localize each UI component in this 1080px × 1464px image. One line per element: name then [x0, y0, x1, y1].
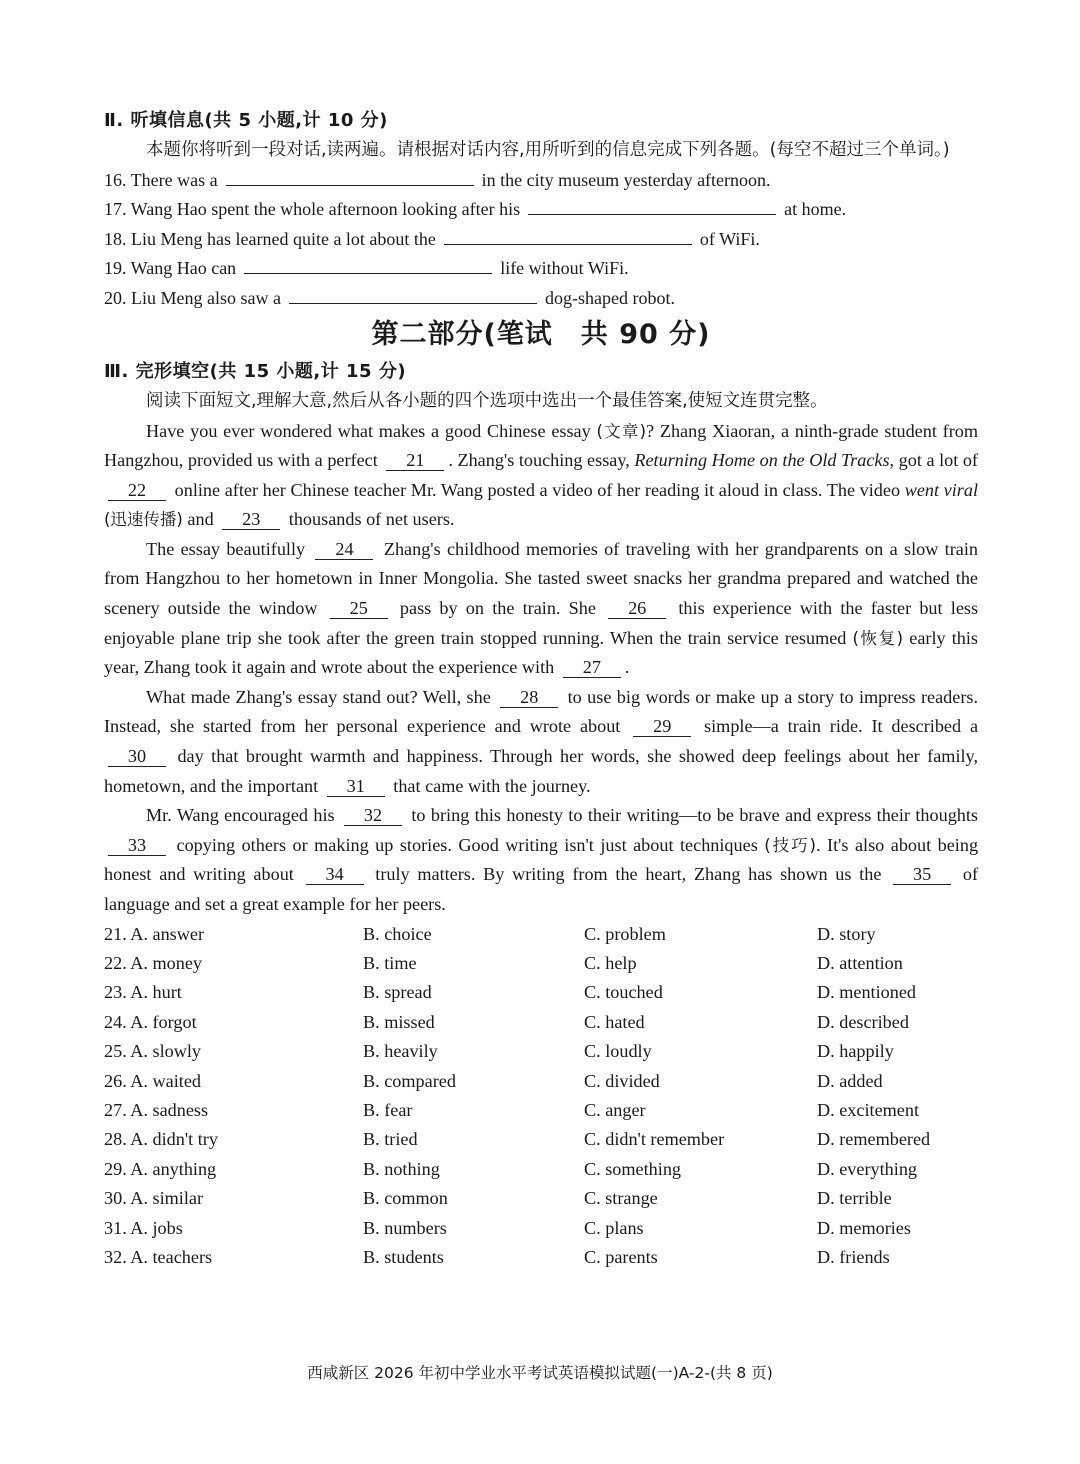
- option-c[interactable]: C. plans: [584, 1217, 644, 1238]
- text: and: [187, 509, 214, 530]
- option-d[interactable]: D. happily: [817, 1041, 894, 1062]
- cloze-blank-25[interactable]: 25: [330, 598, 388, 619]
- text: , got a lot of: [889, 450, 978, 471]
- answer-blank-17[interactable]: [528, 196, 776, 215]
- option-a[interactable]: 24. A. forgot: [104, 1011, 197, 1032]
- option-row-23: [104, 978, 978, 1007]
- cloze-blank-29[interactable]: 29: [633, 716, 691, 737]
- text: copying others or making up stories. Good writing isn't just about techniques: [176, 834, 758, 855]
- cloze-blank-35[interactable]: 35: [893, 864, 951, 885]
- option-a[interactable]: 32. A. teachers: [104, 1246, 213, 1267]
- text: to bring this honesty to their writing—to be brave and express their thoughts: [411, 805, 979, 826]
- text: pass by on the train. She: [399, 598, 596, 619]
- answer-options: [104, 920, 978, 1273]
- option-b[interactable]: B. common: [363, 1188, 448, 1209]
- item-text-before: 20. Liu Meng also saw a: [104, 287, 281, 308]
- option-d[interactable]: D. described: [817, 1011, 909, 1032]
- option-c[interactable]: C. help: [584, 952, 637, 973]
- answer-blank-18[interactable]: [444, 226, 692, 245]
- option-a[interactable]: 28. A. didn't try: [104, 1129, 218, 1150]
- cloze-blank-33[interactable]: 33: [108, 835, 166, 856]
- option-a[interactable]: 31. A. jobs: [104, 1217, 183, 1238]
- item-text-after: life without WiFi.: [500, 258, 629, 278]
- option-b[interactable]: B. choice: [363, 923, 432, 944]
- option-d[interactable]: D. excitement: [817, 1099, 920, 1120]
- chinese-gloss: (迅速传播): [104, 510, 183, 530]
- option-c[interactable]: C. didn't remember: [584, 1129, 725, 1150]
- option-b[interactable]: B. nothing: [363, 1158, 440, 1179]
- text: What made Zhang's essay stand out? Well, she: [146, 686, 491, 707]
- item-text-after: of WiFi.: [699, 228, 760, 249]
- cloze-blank-23[interactable]: 23: [222, 509, 280, 530]
- listening-items: [104, 166, 978, 314]
- listening-item-16: [104, 166, 978, 196]
- passage-paragraph-4: [104, 801, 978, 919]
- option-b[interactable]: B. students: [363, 1246, 444, 1267]
- item-text-before: 16. There was a: [104, 169, 218, 190]
- listening-item-18: [104, 225, 978, 255]
- text: truly matters. By writing from the heart, Zhang has shown us the: [375, 864, 882, 885]
- text: thousands of net users.: [288, 509, 455, 530]
- text: .: [624, 657, 630, 678]
- text: Mr. Wang encouraged his: [146, 805, 335, 826]
- text: . Zhang's touching essay,: [448, 450, 630, 471]
- option-row-27: [104, 1096, 978, 1125]
- text: online after her Chinese teacher Mr. Wang posted a video of her reading it aloud in class. The video: [174, 479, 901, 500]
- cloze-blank-24[interactable]: 24: [315, 539, 373, 560]
- passage-paragraph-3: [104, 683, 978, 801]
- option-row-30: [104, 1184, 978, 1213]
- item-text-after: at home.: [784, 199, 847, 219]
- option-a[interactable]: 27. A. sadness: [104, 1099, 209, 1120]
- text: early this year, Zhang took it again and wrote about the experience with: [104, 627, 978, 678]
- option-c[interactable]: C. strange: [584, 1188, 658, 1209]
- text: that came with the journey.: [393, 775, 591, 796]
- option-c[interactable]: C. loudly: [584, 1041, 652, 1062]
- option-d[interactable]: D. terrible: [817, 1188, 892, 1209]
- item-text-before: 18. Liu Meng has learned quite a lot about the: [104, 228, 436, 249]
- cloze-blank-26[interactable]: 26: [608, 598, 666, 619]
- option-b[interactable]: B. fear: [363, 1099, 413, 1120]
- passage-paragraph-2: [104, 535, 978, 683]
- option-d[interactable]: D. remembered: [817, 1129, 931, 1150]
- option-a[interactable]: 29. A. anything: [104, 1158, 217, 1179]
- text: The essay beautifully: [146, 538, 306, 559]
- italic-phrase: went viral: [904, 479, 979, 500]
- text: ? Zhang Xiaoran, a ninth-grade student from Hangzhou, provided us with a perfect: [104, 420, 979, 471]
- section-3-heading: Ⅲ. 完形填空(共 15 小题,计 15 分): [104, 361, 407, 382]
- option-a[interactable]: 25. A. slowly: [104, 1041, 202, 1062]
- option-c[interactable]: C. parents: [584, 1246, 658, 1267]
- option-row-32: [104, 1243, 978, 1272]
- option-a[interactable]: 21. A. answer: [104, 923, 205, 944]
- option-row-29: [104, 1155, 978, 1184]
- option-row-26: [104, 1067, 978, 1096]
- option-b[interactable]: B. missed: [363, 1011, 435, 1032]
- option-row-21: [104, 920, 978, 949]
- listening-item-20: [104, 284, 978, 314]
- option-b[interactable]: B. tried: [363, 1129, 418, 1150]
- cloze-blank-27[interactable]: 27: [563, 657, 621, 678]
- text: of language and set a great example for her peers.: [104, 864, 978, 914]
- option-row-22: [104, 949, 978, 978]
- cloze-blank-32[interactable]: 32: [344, 805, 402, 826]
- cloze-passage: [104, 417, 978, 920]
- chinese-gloss: (恢复): [852, 628, 904, 648]
- item-text-after: dog-shaped robot.: [544, 287, 675, 308]
- cloze-blank-21[interactable]: 21: [386, 450, 444, 471]
- passage-paragraph-1: [104, 417, 978, 535]
- item-text-after: in the city museum yesterday afternoon.: [481, 169, 771, 190]
- text: simple—a train ride. It described a: [704, 716, 979, 737]
- text: to use big words or make up a story to impress readers. Instead, she started from her personal experience and wrote about: [104, 686, 979, 737]
- text: . It's also about being honest and writing about: [104, 834, 979, 885]
- option-row-25: [104, 1037, 978, 1066]
- option-row-24: [104, 1008, 978, 1037]
- text: day that brought warmth and happiness. Through her words, she showed deep feelings about her family, hometown, and the important: [104, 746, 979, 796]
- option-d[interactable]: D. memories: [817, 1217, 911, 1238]
- option-c[interactable]: C. problem: [584, 923, 666, 944]
- option-b[interactable]: B. compared: [363, 1070, 456, 1091]
- item-text-before: 19. Wang Hao can: [104, 258, 237, 278]
- option-a[interactable]: 30. A. similar: [104, 1188, 204, 1209]
- part-2-title: 第二部分(笔试 共 90 分): [371, 319, 711, 350]
- option-d[interactable]: D. story: [817, 923, 876, 944]
- option-d[interactable]: D. mentioned: [817, 982, 917, 1003]
- cloze-blank-34[interactable]: 34: [306, 864, 364, 885]
- section-2-heading: Ⅱ. 听填信息(共 5 小题,计 10 分): [104, 110, 388, 131]
- text: Have you ever wondered what makes a good Chinese essay: [146, 420, 591, 441]
- option-a[interactable]: 26. A. waited: [104, 1070, 201, 1091]
- option-c[interactable]: C. hated: [584, 1011, 645, 1032]
- option-row-28: [104, 1125, 978, 1154]
- option-b[interactable]: B. numbers: [363, 1217, 447, 1238]
- answer-blank-20[interactable]: [289, 285, 537, 304]
- cloze-blank-28[interactable]: 28: [500, 687, 558, 708]
- option-a[interactable]: 22. A. money: [104, 952, 203, 973]
- section-3-instruction: 阅读下面短文,理解大意,然后从各小题的四个选项中选出一个最佳答案,使短文连贯完整。: [146, 391, 828, 411]
- option-b[interactable]: B. spread: [363, 982, 432, 1003]
- cloze-blank-22[interactable]: 22: [108, 480, 166, 501]
- answer-blank-19[interactable]: [244, 255, 492, 274]
- item-text-before: 17. Wang Hao spent the whole afternoon looking after his: [104, 199, 521, 219]
- option-row-31: [104, 1214, 978, 1243]
- exam-page: [104, 106, 978, 1272]
- option-c[interactable]: C. something: [584, 1158, 682, 1179]
- option-b[interactable]: B. heavily: [363, 1041, 438, 1062]
- option-b[interactable]: B. time: [363, 952, 417, 973]
- cloze-blank-31[interactable]: 31: [327, 776, 385, 797]
- text: this experience with the faster but less enjoyable plane trip she took after the green train stopped running. When the train service resumed: [104, 598, 979, 648]
- option-d[interactable]: D. everything: [817, 1158, 918, 1179]
- essay-title: Returning Home on the Old Tracks: [634, 450, 890, 471]
- section-2-instruction: 本题你将听到一段对话,读两遍。请根据对话内容,用所听到的信息完成下列各题。(每空不超过三个单词。): [146, 140, 950, 160]
- option-c[interactable]: C. touched: [584, 982, 663, 1003]
- page-footer: 西咸新区 2026 年初中学业水平考试英语模拟试题(一)A-2-(共 8 页): [307, 1364, 773, 1382]
- chinese-gloss: (文章): [596, 421, 647, 441]
- cloze-blank-30[interactable]: 30: [108, 746, 166, 767]
- listening-item-19: [104, 254, 978, 284]
- chinese-gloss: (技巧): [764, 835, 816, 855]
- listening-item-17: [104, 195, 978, 225]
- option-d[interactable]: D. friends: [817, 1246, 890, 1267]
- answer-blank-16[interactable]: [226, 167, 474, 186]
- option-a[interactable]: 23. A. hurt: [104, 982, 182, 1003]
- option-d[interactable]: D. added: [817, 1070, 883, 1091]
- option-d[interactable]: D. attention: [817, 952, 903, 973]
- text: Zhang's childhood memories of traveling with her grandparents on a slow train from Hangzhou to her hometown in Inner Mongolia. She tasted sweet snacks her grandma prepared and watched the scenery outside the window: [104, 538, 979, 619]
- option-c[interactable]: C. anger: [584, 1099, 646, 1120]
- option-c[interactable]: C. divided: [584, 1070, 660, 1091]
